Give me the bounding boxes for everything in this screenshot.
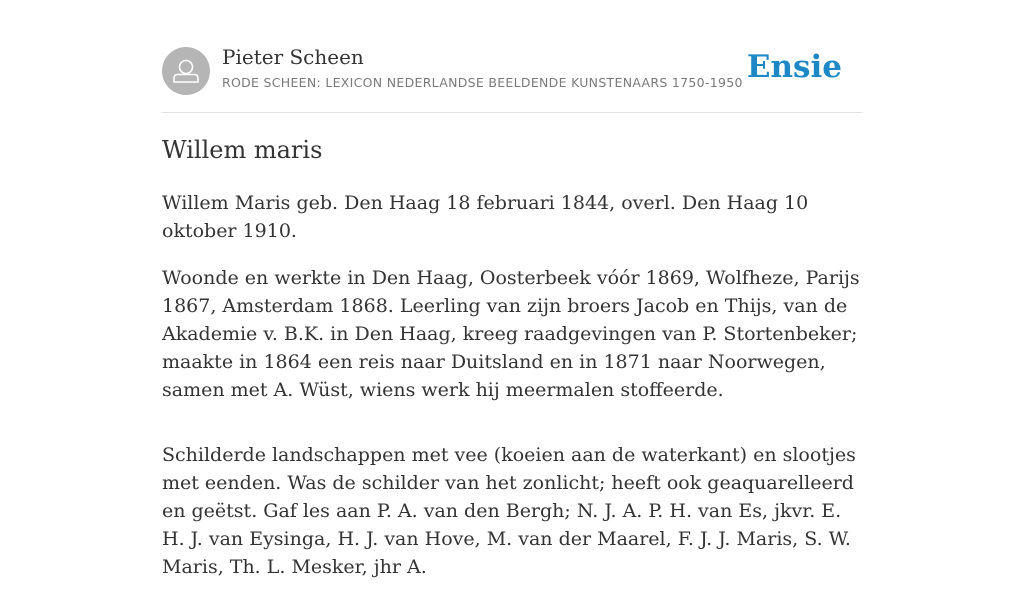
- user-outline-icon: [162, 47, 210, 95]
- ensie-logo[interactable]: Ensie: [746, 49, 842, 85]
- source-title[interactable]: RODE SCHEEN: LEXICON NEDERLANDSE BEELDENDE KUNSTENAARS 1750-1950: [222, 75, 743, 90]
- article-body: [162, 189, 862, 600]
- author-name[interactable]: Pieter Scheen: [222, 45, 364, 69]
- page-title: Willem maris: [162, 136, 323, 164]
- article-paragraph: Woonde en werkte in Den Haag, Oosterbeek vóór 1869, Wolfheze, Parijs 1867, Amsterdam 1868. Leerling van zijn broers Jacob en Thijs, van de Akademie v. B.K. in Den Haag, kreeg raadgevingen van P. Stortenbeker; maakte in 1864 een reis naar Duitsland en in 1871 naar Noorwegen, samen met A. Wüst, wiens werk hij meermalen stoffeerde.: [162, 267, 860, 401]
- header: [162, 0, 862, 113]
- article-paragraph: Schilderde landschappen met vee (koeien aan de waterkant) en slootjes met eenden. Was de schilder van het zonlicht; heeft ook geaquarelleerd en geëtst. Gaf les aan P. A. van den Bergh; N. J. A. P. H. van Es, jkvr. E. H. J. van Eysinga, H. J. van Hove, M. van der Maarel, F. J. J. Maris, S. W. Maris, Th. L. Mesker, jhr A.: [162, 444, 856, 578]
- article-paragraph: Willem Maris geb. Den Haag 18 februari 1844, overl. Den Haag 10 oktober 1910.: [162, 192, 809, 242]
- user-avatar-icon[interactable]: [162, 47, 210, 95]
- article-container: [162, 0, 862, 578]
